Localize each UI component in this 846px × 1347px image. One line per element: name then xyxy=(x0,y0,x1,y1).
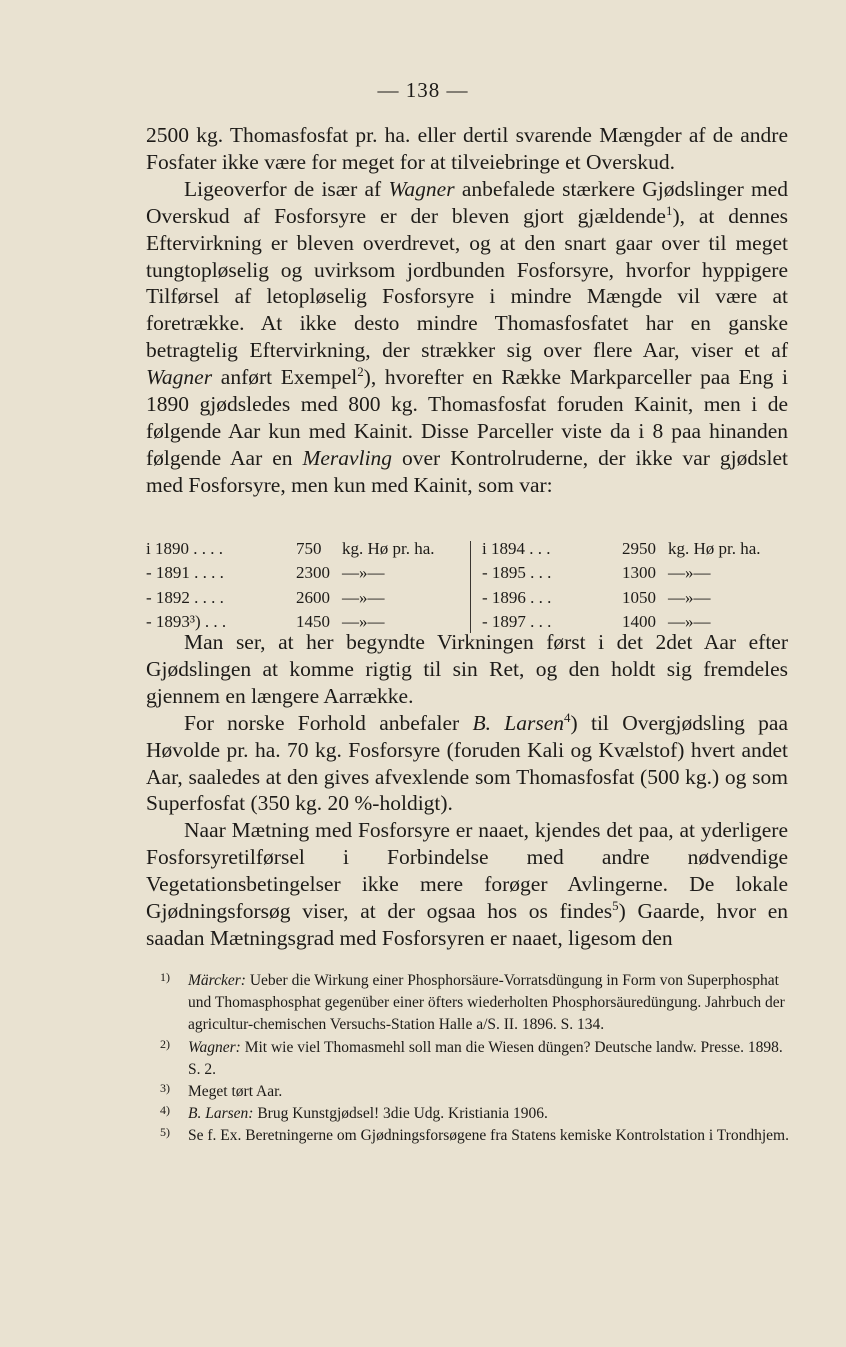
table-row: i 1894 . . . 2950 kg. Hø pr. ha. xyxy=(482,539,761,558)
paragraph-1: 2500 kg. Thomasfosfat pr. ha. eller dertil svarende Mængder af de andre Fosfater ikke være for meget for at tilveiebringe et Overskud. xyxy=(146,123,788,174)
paragraph-5: Naar Mætning med Fosforsyre er naaet, kjendes det paa, at yderligere Fosforsyretilførsel i Forbindelse med andre nødvendige Vegetationsbetingelser ikke mere forøger Avlingerne. De lokale Gjødningsforsøg viser, at der ogsaa hos os findes$^5$) Gaarde, hvor en saadan Mætningsgrad med Fosforsyren er naaet, ligesom den xyxy=(146,818,788,950)
table-divider xyxy=(470,541,471,633)
main-text-bottom xyxy=(146,629,788,952)
footnote-ref-1[interactable]: 1 xyxy=(665,203,673,218)
footnote-ref-5[interactable]: 5 xyxy=(612,898,619,913)
table-row: - 1893³) . . . 1450 —»— xyxy=(146,611,385,631)
paragraph-4: For norske Forhold anbefaler B. Larsen$^4$) til Overgjødsling paa Høvolde pr. ha. 70 kg. Fosforsyre (foruden Kali og Kvælstof) hvert andet Aar, saaledes at den gives afvexlende som Thomasfosfat (500 kg.) og som Superfosfat (350 kg. 20 %-holdigt). xyxy=(146,710,788,816)
paragraph-3: Man ser, at her begyndte Virkningen først i det 2det Aar efter Gjødslingen at komme rigtig til sin Ret, og den holdt sig fremdeles gjennem en længere Aarrække. xyxy=(146,630,788,708)
table-row: - 1892 . . . . 2600 —»— xyxy=(146,587,385,607)
footnote-4: 4) B. Larsen: Brug Kunstgjødsel! 3die Udg. Kristiania 1906. xyxy=(160,1103,548,1123)
table-row: - 1891 . . . . 2300 —»— xyxy=(146,563,385,583)
footnote-ref-4[interactable]: 4 xyxy=(564,710,571,725)
table-row: i 1890 . . . . 750 kg. Hø pr. ha. xyxy=(146,539,435,558)
yield-table-right xyxy=(482,537,788,634)
table-row: - 1896 . . . 1050 —»— xyxy=(482,587,711,607)
footnote-ref-2[interactable]: 2 xyxy=(357,365,364,379)
yield-table-left xyxy=(146,537,468,634)
author-wagner-2: Wagner xyxy=(146,365,213,390)
page-number: — 138 — xyxy=(377,78,469,102)
paragraph-2: Ligeoverfor de især af Wagner anbefalede stærkere Gjødslinger med Overskud af Fosforsyre er der bleven gjort gjældende$^1$), at dennes Eftervirkning er bleven overdrevet, og at den snart gaar over til meget tungtopløselig og uvirksom jordbunden Fosforsyre, hvorfor hyppigere Tilførsel af letopløselig Fosforsyre i mindre Mængde vil være at foretrække. At ikke desto mindre Thomasfosfatet har en ganske betragtelig Eftervirkning, der strækker sig over flere Aar, viser et af Wagner anført Exempel$^2$), hvorefter en Række Markparceller paa Eng i 1890 gjødsledes med 800 kg. Thomasfosfat foruden Kainit, men i de følgende Aar kun med Kainit. Disse Parceller viste da i 8 paa hinanden følgende Aar en Meravling over Kontrolruderne, der ikke var gjødslet med Fosforsyre, men kun med Kainit, som var: xyxy=(146,176,788,497)
footnote-1: 1) Märcker: Ueber die Wirkung einer Phosphorsäure-Vorratsdüngung in Form von Superphosphat und Thomasphosphat gegenüber einer öfters wiederholten Phosphorsäuredüngung. Jahrbuch der agricultur-chemischen Versuchs-Station Halle a/S. II. 1896. S. 134. xyxy=(160,970,785,1034)
table-row: - 1895 . . . 1300 —»— xyxy=(482,563,711,583)
footnote-2: 2) Wagner: Mit wie viel Thomasmehl soll man die Wiesen düngen? Deutsche landw. Presse. 1898. S. 2. xyxy=(160,1036,783,1078)
table-row: - 1897 . . . 1400 —»— xyxy=(482,611,711,631)
main-text-top xyxy=(146,122,788,499)
author-larsen: B. Larsen xyxy=(472,710,565,735)
author-wagner: Wagner xyxy=(388,176,455,201)
footnote-5: 5) Se f. Ex. Beretningerne om Gjødningsforsøgene fra Statens kemiske Kontrolstation i Trondhjem. xyxy=(160,1125,789,1145)
footnote-3: 3) Meget tørt Aar. xyxy=(160,1081,283,1101)
italic-meravling: Meravling xyxy=(302,445,393,470)
footnotes xyxy=(160,970,792,1148)
